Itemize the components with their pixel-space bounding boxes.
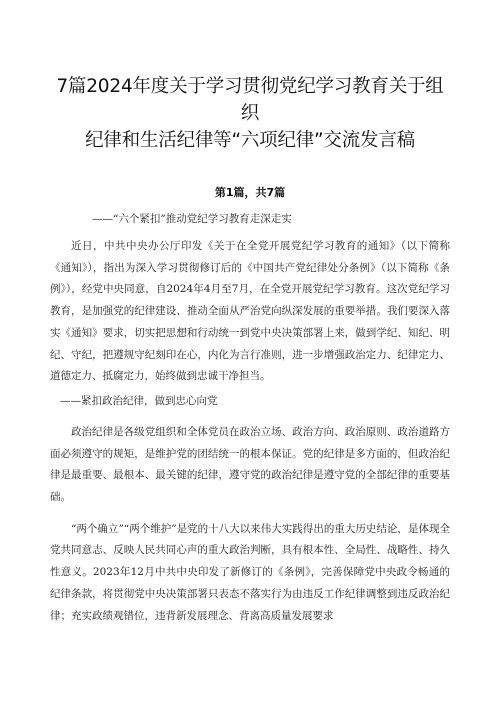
section-heading-political-discipline: ——紧扣政治纪律，做到忠心向党 [60,394,218,407]
document-title [50,0,450,154]
paragraph-intro: 近日，中共中央办公厅印发《关于在全党开展党纪学习教育的通知》（以下简称《通知》），指出为深入学习贯彻修订后的《中国共产党纪律处分条例》（以下简称《条例》），经党中央同意，自2024年4月至7月，在全党开展党纪学习教育。这次党纪学习教育，是加强党的纪律建设、推动全面从严治党向纵深发展的重要举措。我们要深入落实《通知》要求，切实把思想和行动统一到党中央决策部署上来，做到学纪、知纪、明纪、守纪，把遵规守纪刻印在心，内化为言行准则，进一步增强政治定力、纪律定力、道德定力、抵腐定力，始终做到忠诚干净担当。 [50,240,450,383]
paragraph-political-discipline: 政治纪律是各级党组织和全体党员在政治立场、政治方向、政治原则、政治道路方面必须遵守的规矩，是维护党的团结统一的根本保证。党的纪律是多方面的，但政治纪律是最重要、最根本、最关键的纪律，遵守党的政治纪律是遵守党的全部纪律的重要基础。 [50,425,450,504]
subtitle: ——“六个紧扣”推动党纪学习教育走深走实 [92,213,292,225]
paragraph-two-establishments: “两个确立”“两个维护”是党的十八大以来伟大实践得出的重大历史结论，是体现全党共同意志、反映人民共同心声的重大政治判断，具有根本性、全局性、战略性、持久性意义。2023年12月中共中央印发了新修订的《条例》，完善保障党中央政令畅通的纪律条款，将贯彻党中央决策部署只表态不落实行为由违反工作纪律调整到违反政治纪律；充实政绩观错位，违背新发展理念、背离高质量发展要求 [50,522,450,622]
title-line-2: 纪律和生活纪律等“六项纪律”交流发言稿 [85,130,415,151]
part-heading: 第1篇，共7篇 [214,186,286,199]
title-line-1: 7篇2024年度关于学习贯彻党纪学习教育关于组织 [56,76,444,124]
